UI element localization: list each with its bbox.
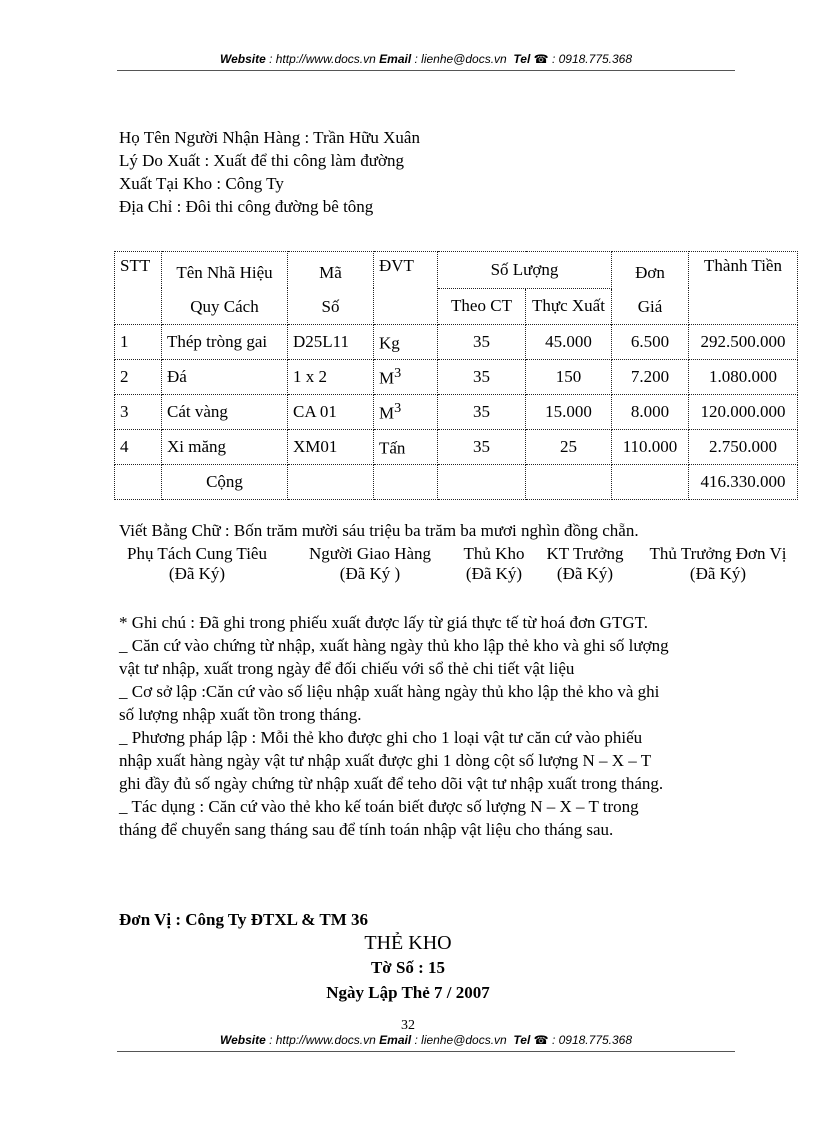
table-header-row — [115, 252, 798, 289]
note-line: tháng để chuyển sang tháng sau để tính toán nhập vật liệu cho tháng sau. — [119, 820, 614, 839]
note-line: _ Phương pháp lập : Mỗi thẻ kho được ghi cho 1 loại vật tư căn cứ vào phiếu — [119, 728, 643, 747]
phone-icon: ☎ — [533, 1033, 549, 1047]
card-sheet-number: Tờ Số : 15 — [370, 958, 446, 977]
cell-unit — [374, 395, 438, 430]
header-code — [288, 252, 374, 325]
card-title: THẺ KHO — [364, 932, 452, 954]
cell-total: 2.750.000 — [689, 430, 798, 465]
cell-qty-ct: 35 — [438, 430, 526, 465]
table-sum-row — [115, 465, 798, 500]
unit-text: Tấn — [379, 438, 406, 458]
header-name-line2: Quy Cách — [190, 297, 259, 316]
website-label: Website — [219, 52, 266, 66]
company-unit: Đơn Vị : Công Ty ĐTXL & TM 36 — [119, 910, 369, 929]
sum-empty — [374, 465, 438, 500]
page-header — [117, 52, 735, 66]
signature-role: Thủ Kho — [463, 544, 525, 563]
cell-price: 6.500 — [612, 325, 689, 360]
tel-label: Tel — [513, 1033, 531, 1047]
cell-qty-actual: 45.000 — [526, 325, 612, 360]
note-line: nhập xuất hàng ngày vật tư nhập xuất được ghi 1 dòng cột số lượng N – X – T — [119, 751, 652, 770]
signature-role: Người Giao Hàng — [308, 544, 432, 563]
header-rule — [117, 70, 735, 71]
footer-rule — [117, 1051, 735, 1052]
address-line: Địa Chỉ : Đôi thi công đường bê tông — [119, 197, 374, 216]
email-value: : lienhe@docs.vn — [411, 1033, 511, 1047]
sum-empty — [612, 465, 689, 500]
amount-in-words: Viết Bằng Chữ : Bốn trăm mười sáu triệu ba trăm ba mươi nghìn đồng chẵn. — [119, 521, 639, 540]
cell-code: D25L11 — [288, 325, 374, 360]
cell-qty-ct: 35 — [438, 360, 526, 395]
note-line: _ Cơ sở lập :Căn cứ vào số liệu nhập xuất hàng ngày thủ kho lập thẻ kho và ghi — [119, 682, 660, 701]
signature-role: Phụ Tách Cung Tiêu — [127, 544, 267, 563]
unit-text: M — [379, 403, 395, 423]
unit-text: Kg — [379, 333, 400, 353]
tel-value: : 0918.775.368 — [548, 1033, 633, 1047]
signature-status: (Đã Ký) — [465, 564, 523, 583]
tel-value: : 0918.775.368 — [548, 52, 633, 66]
signature-role: KT Trưởng — [546, 544, 624, 563]
sum-empty — [115, 465, 162, 500]
cell-unit — [374, 430, 438, 465]
cell-name: Cát vàng — [162, 395, 288, 430]
goods-table — [114, 251, 798, 500]
cell-name: Đá — [162, 360, 288, 395]
signature-status: (Đã Ký) — [168, 564, 226, 583]
cell-qty-ct: 35 — [438, 395, 526, 430]
cell-code: XM01 — [288, 430, 374, 465]
header-code-line2: Số — [321, 297, 340, 316]
signature-block — [536, 544, 634, 584]
page-footer — [117, 1033, 735, 1047]
phone-icon: ☎ — [533, 52, 549, 66]
cell-name: Xi măng — [162, 430, 288, 465]
signature-status: (Đã Ký ) — [339, 564, 401, 583]
note-line: _ Căn cứ vào chứng từ nhập, xuất hàng ngày thủ kho lập thẻ kho và ghi số lượng — [119, 636, 669, 655]
cell-stt: 4 — [115, 430, 162, 465]
note-line: * Ghi chú : Đã ghi trong phiếu xuất được lấy từ giá thực tế từ hoá đơn GTGT. — [119, 613, 648, 632]
signature-block — [640, 544, 796, 584]
sum-empty — [288, 465, 374, 500]
cell-price: 110.000 — [612, 430, 689, 465]
cell-code: 1 x 2 — [288, 360, 374, 395]
website-value: : http://www.docs.vn — [265, 1033, 380, 1047]
header-price — [612, 252, 689, 325]
cell-qty-actual: 150 — [526, 360, 612, 395]
header-qty-actual: Thực Xuất — [526, 288, 612, 325]
sum-label: Cộng — [162, 465, 288, 500]
unit-sup: 3 — [394, 400, 402, 417]
table-row — [115, 360, 798, 395]
email-label: Email — [379, 1033, 412, 1047]
cell-stt: 3 — [115, 395, 162, 430]
signature-block — [456, 544, 532, 584]
cell-unit — [374, 325, 438, 360]
cell-qty-actual: 15.000 — [526, 395, 612, 430]
header-qty-ct: Theo CT — [438, 288, 526, 325]
note-line: số lượng nhập xuất tồn trong tháng. — [119, 705, 362, 724]
tel-label: Tel — [513, 52, 531, 66]
sum-empty — [526, 465, 612, 500]
signature-status: (Đã Ký) — [556, 564, 614, 583]
header-name-line1: Tên Nhã Hiệu — [176, 263, 273, 282]
header-name — [162, 252, 288, 325]
unit-sup: 3 — [394, 365, 402, 382]
note-line: ghi đầy đủ số ngày chứng từ nhập xuất để teho dõi vật tư nhập xuất trong tháng. — [119, 774, 664, 793]
email-label: Email — [379, 52, 412, 66]
header-stt: STT — [115, 252, 162, 325]
page-number: 32 — [401, 1018, 415, 1033]
email-value: : lienhe@docs.vn — [411, 52, 511, 66]
signature-role: Thủ Trưởng Đơn Vị — [649, 544, 787, 563]
note-line: _ Tác dụng : Căn cứ vào thẻ kho kế toán biết được số lượng N – X – T trong — [119, 797, 639, 816]
header-code-line1: Mã — [319, 263, 342, 282]
cell-stt: 2 — [115, 360, 162, 395]
reason-line: Lý Do Xuất : Xuất để thi công làm đường — [119, 151, 404, 170]
cell-total: 292.500.000 — [689, 325, 798, 360]
header-price-line1: Đơn — [635, 263, 665, 282]
cell-price: 8.000 — [612, 395, 689, 430]
receiver-line: Họ Tên Người Nhận Hàng : Trần Hữu Xuân — [119, 128, 420, 147]
cell-code: CA 01 — [288, 395, 374, 430]
website-value: : http://www.docs.vn — [265, 52, 380, 66]
cell-total: 1.080.000 — [689, 360, 798, 395]
website-label: Website — [219, 1033, 266, 1047]
header-price-line2: Giá — [637, 297, 663, 316]
header-unit: ĐVT — [374, 252, 438, 325]
cell-unit — [374, 360, 438, 395]
warehouse-line: Xuất Tại Kho : Công Ty — [119, 174, 284, 193]
sum-empty — [438, 465, 526, 500]
cell-qty-actual: 25 — [526, 430, 612, 465]
signature-status: (Đã Ký) — [689, 564, 747, 583]
signature-block — [116, 544, 278, 584]
signature-block — [296, 544, 444, 584]
note-line: vật tư nhập, xuất trong ngày để đối chiếu với sổ thẻ chi tiết vật liệu — [119, 659, 575, 678]
cell-price: 7.200 — [612, 360, 689, 395]
card-date: Ngày Lập Thẻ 7 / 2007 — [326, 983, 490, 1002]
cell-stt: 1 — [115, 325, 162, 360]
table-row — [115, 430, 798, 465]
table-row — [115, 395, 798, 430]
unit-text: M — [379, 368, 395, 388]
cell-total: 120.000.000 — [689, 395, 798, 430]
header-qty: Số Lượng — [438, 252, 612, 289]
cell-name: Thép tròng gai — [162, 325, 288, 360]
sum-total: 416.330.000 — [689, 465, 798, 500]
header-total: Thành Tiền — [689, 252, 798, 325]
cell-qty-ct: 35 — [438, 325, 526, 360]
table-row — [115, 325, 798, 360]
